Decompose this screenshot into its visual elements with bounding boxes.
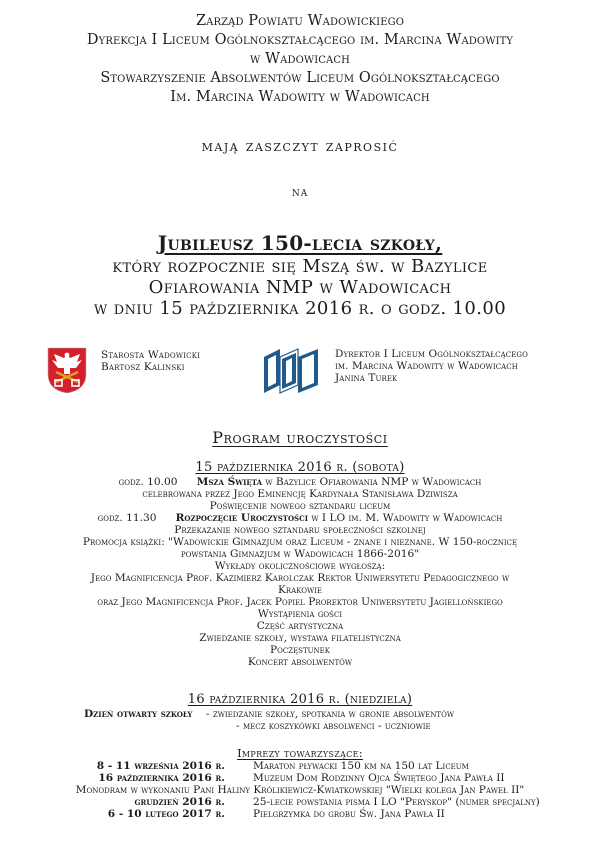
day2-item: - zwiedzanie szkoły, spotkania w gronie absolwentów <box>205 708 455 720</box>
event-line: w dniu 15 października 2016 r. o godz. 10.00 <box>93 298 507 319</box>
organizer-line: w Wadowicach <box>250 51 350 67</box>
day1-heading: 15 października 2016 r. (sobota) <box>195 460 405 475</box>
program-item-bold: Msza Święta <box>196 476 262 488</box>
program-item: Poświęcenie nowego sztandaru liceum <box>209 500 391 512</box>
program-item: Poczęstunek <box>269 644 331 656</box>
dyrektor-name: Janina Turek <box>335 372 398 384</box>
side-event-name: Muzeum Dom Rodzinny Ojca Świętego Jana Pawła II <box>253 772 505 784</box>
day2-item: - mecz koszykówki absolwenci - uczniowie <box>236 720 431 732</box>
program-item: Przekazanie nowego sztandaru społeczności szkolnej <box>174 524 426 536</box>
side-event-row <box>0 760 600 772</box>
program-item <box>0 476 600 488</box>
program-item: Wystąpienia gości <box>257 608 343 620</box>
program-item: oraz Jego Magnificencja Prof. Jacek Popiel Prorektor Uniwersytetu Jagiellońskiego <box>97 596 503 608</box>
side-event-name: Pielgrzymka do grobu Św. Jana Pawła II <box>253 808 445 820</box>
dyrektor-signature <box>335 348 528 384</box>
program-heading: Program uroczystości <box>212 428 388 447</box>
program-item-bold: Rozpoczęcie Uroczystości <box>175 512 308 524</box>
program-item: Krakowie <box>277 584 323 596</box>
organizers-header <box>0 12 600 107</box>
side-events <box>0 746 600 820</box>
side-event-row <box>0 772 600 784</box>
program-item: celebrowana przez Jego Eminencję Kardynała Stanisława Dziwisza <box>142 488 458 500</box>
na-text: na <box>291 185 309 200</box>
side-event-name: 25-lecie powstania pisma I LO "Peryskop" (numer specjalny) <box>253 796 540 808</box>
day2-heading: 16 października 2016 r. (niedziela) <box>187 692 413 707</box>
program-day1 <box>0 460 600 668</box>
program-item: Koncert absolwentów <box>247 656 353 668</box>
side-event-row <box>0 808 600 820</box>
program-item: Zwiedzanie szkoły, wystawa filatelistyczna <box>199 632 401 644</box>
program-day2 <box>0 692 600 732</box>
program-item <box>0 512 600 524</box>
program-item <box>0 708 600 720</box>
starosta-signature <box>101 349 200 373</box>
school-logo-icon <box>262 345 320 397</box>
dyrektor-title: Dyrektor I Liceum Ogólnokształcącego <box>335 348 528 360</box>
dyrektor-school: im. Marcina Wadowity w Wadowicach <box>335 360 518 372</box>
program-item-text: w I LO im. M. Wadowity w Wadowicach <box>307 512 503 524</box>
side-event-name: Maraton pływacki 150 km na 150 lat Liceum <box>253 760 469 772</box>
signatories <box>0 340 600 410</box>
side-events-heading: Imprezy towarzyszące: <box>237 746 363 760</box>
organizer-line: Im. Marcina Wadowity w Wadowicach <box>170 89 430 105</box>
side-event-row: Monodram w wykonaniu Pani Haliny Królikiewicz-Kwiatkowskiej "Wielki kolega Jan Paweł II" <box>75 784 525 796</box>
organizer-line: Stowarzyszenie Absolwentów Liceum Ogólnokształcącego <box>100 70 500 86</box>
day2-label: Dzień otwarty szkoły <box>84 708 193 720</box>
program-item: Jego Magnificencja Prof. Kazimierz Karolczak Rektor Uniwersytetu Pedagogicznego w <box>90 572 510 584</box>
program-item: Promocja książki: "Wadowickie Gimnazjum oraz Liceum - znane i nieznane. W 150-rocznicę <box>82 536 518 548</box>
event-title: Jubileusz 150-lecia szkoły, <box>157 231 443 255</box>
organizer-line: Dyrekcja I Liceum Ogólnokształcącego im. Marcina Wadowity <box>86 32 514 48</box>
program-time: godz. 11.30 <box>97 512 157 524</box>
side-event-date: 16 października 2016 r. <box>98 772 225 784</box>
side-event-date: 8 - 11 września 2016 r. <box>96 760 225 772</box>
starosta-name: Bartosz Kalinski <box>101 361 185 373</box>
program-item: Wykłady okolicznościowe wygłoszą: <box>214 560 386 572</box>
side-event-date: 6 - 10 lutego 2017 r. <box>107 808 225 820</box>
organizer-line: Zarząd Powiatu Wadowickiego <box>195 13 404 29</box>
side-event-date: grudzień 2016 r. <box>134 796 225 808</box>
event-line: Ofiarowania NMP w Wadowicach <box>148 277 452 298</box>
starosta-title: Starosta Wadowicki <box>101 349 201 361</box>
event-line: który rozpocznie się Mszą św. w Bazylice <box>112 256 488 277</box>
program-time: godz. 10.00 <box>118 476 178 488</box>
event-title-block <box>0 230 600 319</box>
program-item: powstania Gimnazjum w Wadowicach 1866-2016" <box>180 548 420 560</box>
coat-of-arms-icon <box>46 346 88 394</box>
program-item-text: w Bazylice Ofiarowania NMP w Wadowicach <box>262 476 482 488</box>
side-event-row <box>0 796 600 808</box>
invite-text: mają zaszczyt zaprosić <box>201 136 399 155</box>
program-item: Część artystyczna <box>256 620 344 632</box>
